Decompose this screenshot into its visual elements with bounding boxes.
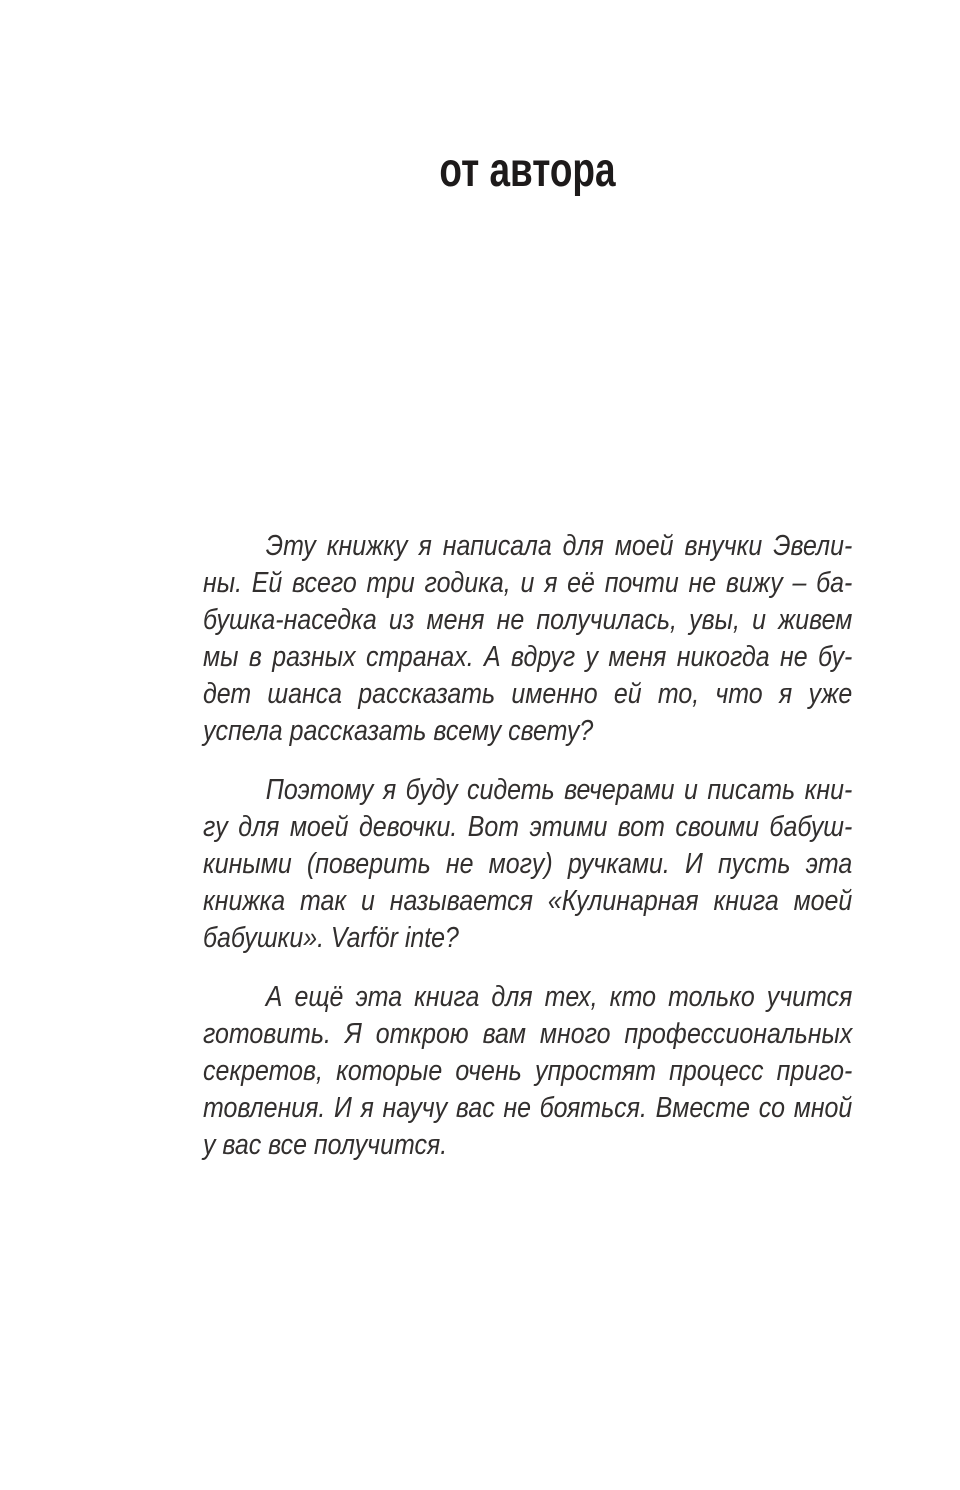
text-line: секретов, которые очень упростят процесс приго- bbox=[203, 1055, 853, 1087]
text-line: товления. И я научу вас не бояться. Вместе со мной bbox=[203, 1092, 853, 1124]
body-text bbox=[203, 528, 852, 1164]
text-line: Эту книжку я написала для моей внучки Эвели- bbox=[265, 530, 853, 562]
text-line: дет шанса рассказать именно ей то, что я уже bbox=[203, 678, 853, 710]
text-line: готовить. Я открою вам много профессиональных bbox=[203, 1018, 853, 1050]
text-line: бушка-наседка из меня не получилась, увы, и живем bbox=[203, 604, 853, 636]
text-line: Поэтому я буду сидеть вечерами и писать кни- bbox=[265, 774, 853, 806]
text-line: успела рассказать всему свету? bbox=[203, 715, 594, 747]
text-line: у вас все получится. bbox=[203, 1129, 448, 1161]
text-line: киными (поверить не могу) ручками. И пусть эта bbox=[203, 848, 853, 880]
text-line: книжка так и называется «Кулинарная книга моей bbox=[203, 885, 853, 917]
text-line: мы в разных странах. А вдруг у меня никогда не бу- bbox=[203, 641, 853, 673]
paragraph bbox=[203, 772, 852, 957]
text-line: ны. Ей всего три годика, и я её почти не вижу – ба- bbox=[203, 567, 853, 599]
text-line: гу для моей девочки. Вот этими вот своими бабуш- bbox=[203, 811, 853, 843]
text-line: бабушки». Varför inte? bbox=[203, 922, 459, 954]
paragraph bbox=[203, 528, 852, 750]
paragraph bbox=[203, 979, 852, 1164]
text-line: А ещё эта книга для тех, кто только учится bbox=[265, 981, 853, 1013]
page-title: от автора bbox=[439, 144, 616, 197]
